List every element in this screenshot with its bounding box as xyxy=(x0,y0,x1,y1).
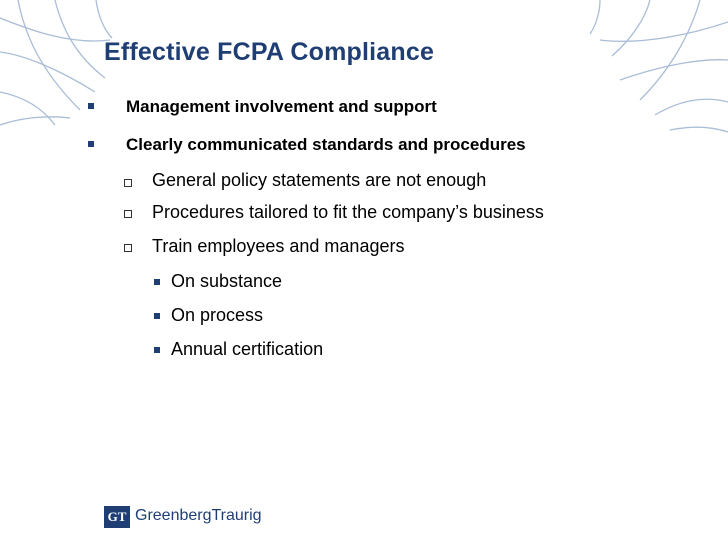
list-item: On process xyxy=(171,305,264,325)
square-bullet-icon xyxy=(88,141,94,147)
square-bullet-icon xyxy=(154,347,160,353)
square-bullet-icon xyxy=(154,313,160,319)
list-item: Clearly communicated standards and procedures xyxy=(126,135,526,154)
square-bullet-icon xyxy=(88,103,94,109)
logo-mark: GT xyxy=(104,506,130,528)
square-bullet-icon xyxy=(154,279,160,285)
slide-title: Effective FCPA Compliance xyxy=(104,38,435,66)
logo-wordmark: GreenbergTraurig xyxy=(135,507,262,524)
list-item: General policy statements are not enough xyxy=(152,170,487,190)
list-item: Train employees and managers xyxy=(152,236,405,256)
hollow-square-bullet-icon xyxy=(124,244,132,252)
globe-decoration xyxy=(0,0,728,140)
list-item: Management involvement and support xyxy=(126,97,437,116)
hollow-square-bullet-icon xyxy=(124,179,132,187)
hollow-square-bullet-icon xyxy=(124,210,132,218)
list-item: On substance xyxy=(171,271,283,291)
list-item: Procedures tailored to fit the company’s business xyxy=(152,202,544,222)
list-item: Annual certification xyxy=(171,339,324,359)
